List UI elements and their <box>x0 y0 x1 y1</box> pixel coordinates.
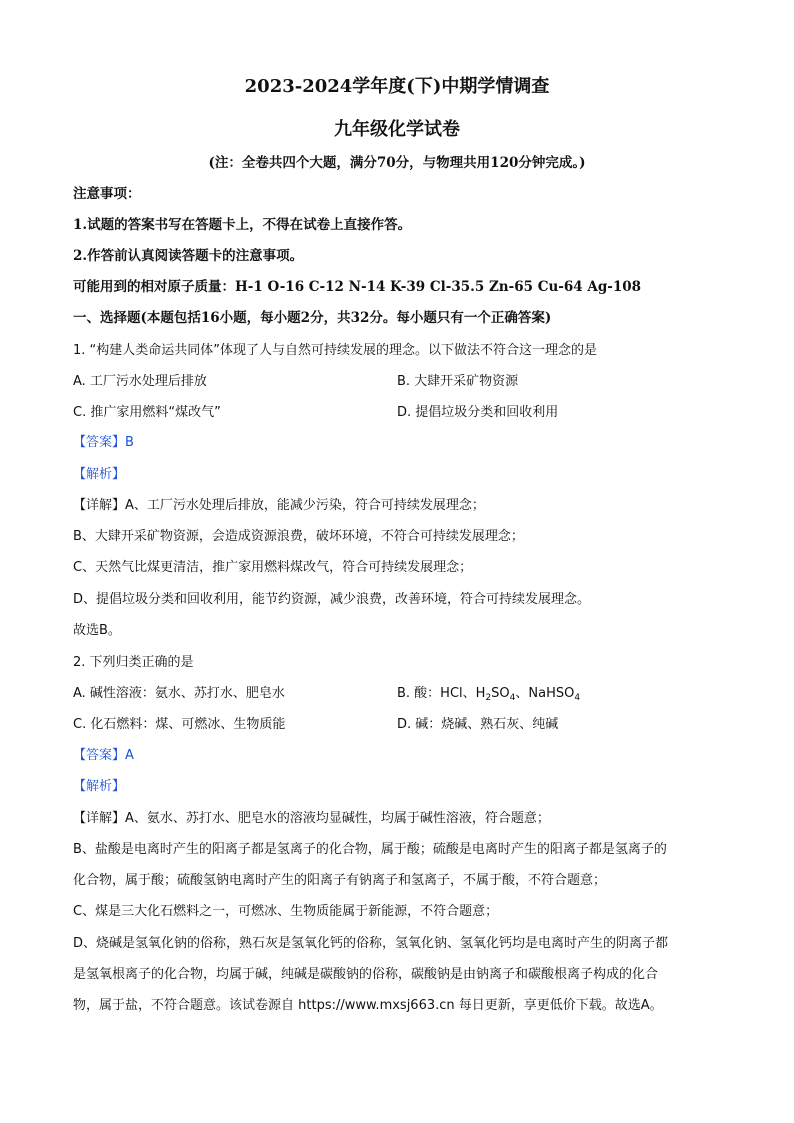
question-2-detail-b-line2: 化合物，属于酸；硫酸氢钠电离时产生的阳离子有钠离子和氢离子，不属于酸，不符合题意； <box>73 873 607 888</box>
question-1-option-a: A. 工厂污水处理后排放 <box>73 374 207 389</box>
option-b-text: 、NaHSO <box>515 686 575 701</box>
option-b-text: B. 酸：HCl、H <box>397 686 486 701</box>
question-1-answer: 【答案】B <box>73 435 134 450</box>
atomic-masses: 可能用到的相对原子质量：H-1 O-16 C-12 N-14 K-39 Cl-35.5 Zn-65 Cu-64 Ag-108 <box>73 279 642 295</box>
option-b-text: SO <box>491 686 510 701</box>
question-1-detail-b: B、大肆开采矿物资源，会造成资源浪费，破坏环境，不符合可持续发展理念； <box>73 529 524 544</box>
question-1-detail-c: C、天然气比煤更清洁，推广家用燃料煤改气，符合可持续发展理念； <box>73 560 473 575</box>
exam-title: 2023-2024学年度(下)中期学情调查 <box>244 76 550 97</box>
option-b-subscript: 2 <box>485 693 492 703</box>
section-heading: 一、选择题(本题包括16小题，每小题2分，共32分。每小题只有一个正确答案) <box>73 310 552 326</box>
question-1-option-b: B. 大肆开采矿物资源 <box>397 374 519 389</box>
question-2-analysis-label: 【解析】 <box>73 779 126 794</box>
question-2-answer: 【答案】A <box>73 748 134 763</box>
question-1-detail-a: 【详解】A、工厂污水处理后排放，能减少污染，符合可持续发展理念； <box>73 498 485 513</box>
question-1-detail-d: D、提倡垃圾分类和回收利用，能节约资源，减少浪费，改善环境，符合可持续发展理念。 <box>73 592 591 607</box>
question-2-detail-c: C、煤是三大化石燃料之一，可燃冰、生物质能属于新能源，不符合题意； <box>73 904 499 919</box>
question-2-detail-b-line1: B、盐酸是电离时产生的阳离子都是氢离子的化合物，属于酸；硫酸是电离时产生的阳离子都是氢离子的 <box>73 842 667 857</box>
notice-item-1: 1.试题的答案书写在答题卡上，不得在试卷上直接作答。 <box>73 217 412 233</box>
exam-note: (注：全卷共四个大题，满分70分，与物理共用120分钟完成。) <box>208 155 586 171</box>
question-1-conclusion: 故选B。 <box>73 623 121 638</box>
question-2-detail-d-line3: 物，属于盐，不符合题意。该试卷源自 https://www.mxsj663.cn 每日更新，享更低价下载。故选A。 <box>73 998 663 1013</box>
notices-heading: 注意事项： <box>73 186 141 202</box>
question-2-option-a: A. 碱性溶液：氨水、苏打水、肥皂水 <box>73 686 285 701</box>
notice-item-2: 2.作答前认真阅读答题卡的注意事项。 <box>73 248 304 264</box>
question-1-option-c: C. 推广家用燃料“煤改气” <box>73 405 221 420</box>
question-1-analysis-label: 【解析】 <box>73 467 126 482</box>
question-2-detail-d-line2: 是氢氧根离子的化合物，均属于碱，纯碱是碳酸钠的俗称，碳酸钠是由钠离子和碳酸根离子构成的化合 <box>73 967 659 982</box>
option-b-subscript: 4 <box>574 693 581 703</box>
question-2-option-d: D. 碱：烧碱、熟石灰、纯碱 <box>397 717 559 732</box>
question-2-detail-d-line1: D、烧碱是氢氧化钠的俗称，熟石灰是氢氧化钙的俗称，氢氧化钠、氢氧化钙均是电离时产生的阴离子都 <box>73 936 669 951</box>
question-2-option-b <box>397 682 580 703</box>
question-2-detail-a: 【详解】A、氨水、苏打水、肥皂水的溶液均显碱性，均属于碱性溶液，符合题意； <box>73 811 550 826</box>
option-b-subscript: 4 <box>509 693 516 703</box>
question-2-option-c: C. 化石燃料：煤、可燃冰、生物质能 <box>73 717 286 732</box>
question-2-stem: 2. 下列归类正确的是 <box>73 655 194 670</box>
question-1-option-d: D. 提倡垃圾分类和回收利用 <box>397 405 559 420</box>
question-1-stem: 1. “构建人类命运共同体”体现了人与自然可持续发展的理念。以下做法不符合这一理念的是 <box>73 343 598 358</box>
exam-subtitle: 九年级化学试卷 <box>334 119 460 140</box>
